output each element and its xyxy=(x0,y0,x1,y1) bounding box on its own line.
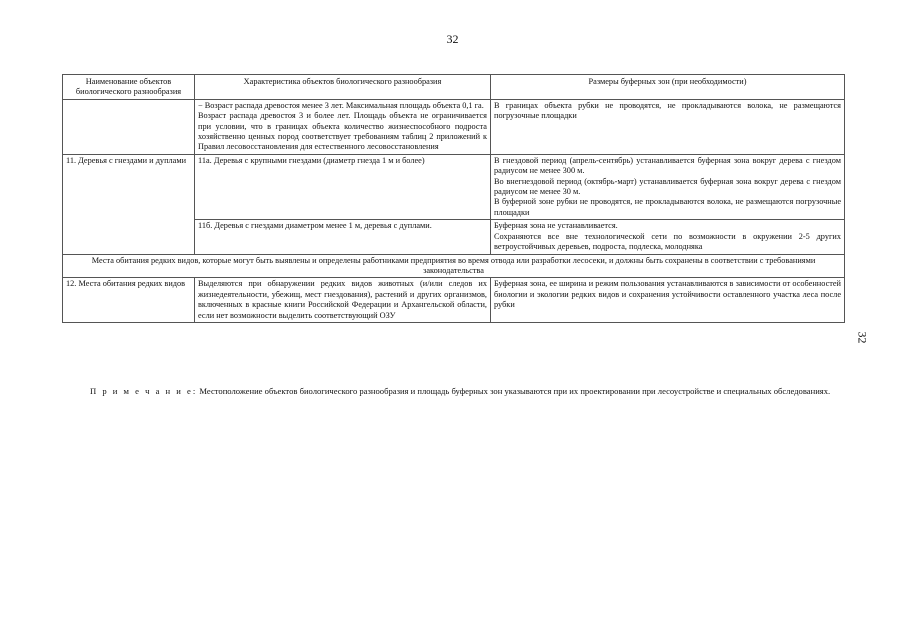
table-header-row xyxy=(63,75,845,100)
cell-text: Сохраняются все вне технологической сети по возможности в окружении 2-5 других ветроустойчивых деревьев, подроста, подлеска, молодняка xyxy=(494,231,841,252)
cell-buffer xyxy=(491,220,845,254)
section-caption: Места обитания редких видов, которые могут быть выявлены и определены работниками предприятия во время отвода или разработки лесосеки, и должны быть сохранены в соответствии с требованиями законодательства xyxy=(63,254,845,278)
cell-characteristics: 11а. Деревья с крупными гнездами (диаметр гнезда 1 м и более) xyxy=(195,154,491,219)
cell-text: Буферная зона не устанавливается. xyxy=(494,221,618,231)
table-row xyxy=(63,99,845,154)
cell-text: Возраст распада древостоя 3 и более лет. Площадь объекта не ограничивается при условии, что в границах объекта количество жизнеспособного подроста хозяйственно ценных пород соответствует требованиям таблиц 2 приложений к Правил лесовосстановления для естественного лесовосстановления xyxy=(198,111,487,152)
cell-buffer xyxy=(491,154,845,219)
biodiversity-table xyxy=(62,74,845,323)
cell-object-name: 12. Места обитания редких видов xyxy=(63,278,195,323)
cell-text: В гнездовой период (апрель-сентябрь) устанавливается буферная зона вокруг дерева с гнездом радиусом не менее 300 м. xyxy=(494,155,841,176)
header-object-name: Наименование объектов биологического разнообразия xyxy=(63,75,195,100)
cell-text: Во внегнездовой период (октябрь-март) устанавливается буферная зона вокруг дерева с гнездом радиусом не менее 30 м. xyxy=(494,176,841,197)
cell-text: В буферной зоне рубки не проводятся, не прокладываются волока, не размещаются погрузочные площадки xyxy=(494,197,841,217)
cell-characteristics xyxy=(195,99,491,154)
empty-cell xyxy=(63,99,195,154)
page-number: 32 xyxy=(446,32,459,46)
table-row xyxy=(63,278,845,323)
table-row xyxy=(63,154,845,219)
cell-object-name: 11. Деревья с гнездами и дуплами xyxy=(63,154,195,254)
cell-text: − Возраст распада древостоя менее 3 лет. Максимальная площадь объекта 0,1 га. xyxy=(198,100,484,110)
cell-buffer: В границах объекта рубки не проводятся, не прокладываются волока, не размещаются погрузочные площадки xyxy=(491,99,845,154)
header-characteristics: Характеристика объектов биологического разнообразия xyxy=(195,75,491,100)
cell-characteristics: 11б. Деревья с гнездами диаметром менее 1 м, деревья с дуплами. xyxy=(195,220,491,254)
header-buffer-zones: Размеры буферных зон (при необходимости) xyxy=(491,75,845,100)
cell-buffer: Буферная зона, ее ширина и режим пользования устанавливаются в зависимости от особенностей биологии и экологии редких видов и сохранения устойчивости оставленного участка леса после рубки xyxy=(491,278,845,323)
note-lead: П р и м е ч а н и е: xyxy=(90,386,198,396)
table-note xyxy=(62,386,844,397)
cell-characteristics: Выделяются при обнаружении редких видов животных (и/или следов их жизнедеятельности, убежищ, мест гнездования), растений и других организмов, включенных в красные книги Российской Федерации и Архангельской области, если нет возможности выделить соответствующий ОЗУ xyxy=(195,278,491,323)
table-section-row xyxy=(63,254,845,278)
side-page-number: 32 xyxy=(855,331,870,344)
note-text: Местоположение объектов биологического разнообразия и площадь буферных зон указываются при их проектировании при лесоустройстве и специальных обследованиях. xyxy=(197,386,831,396)
